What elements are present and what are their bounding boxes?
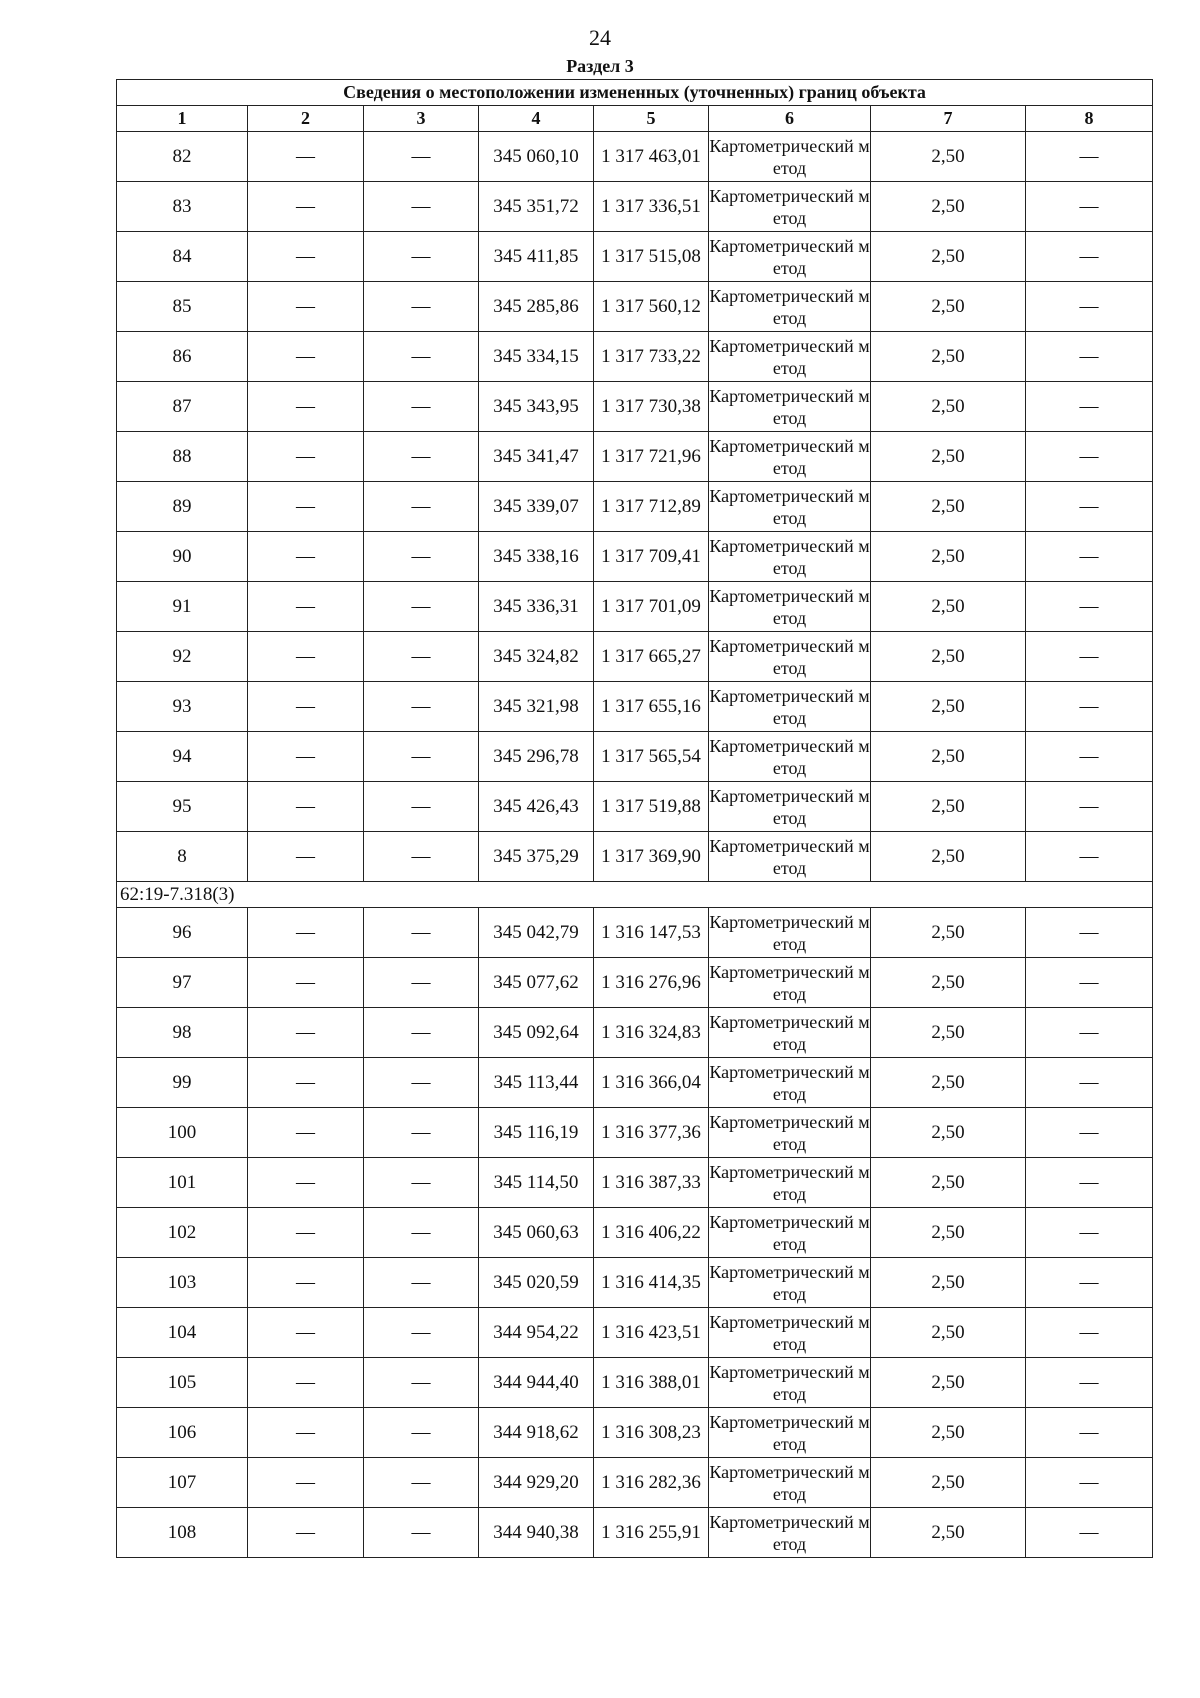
empty-dash: — <box>364 1108 479 1158</box>
empty-dash: — <box>1026 958 1153 1008</box>
empty-dash: — <box>1026 232 1153 282</box>
empty-dash: — <box>364 1508 479 1558</box>
coordinate-x: 345 351,72 <box>479 182 594 232</box>
table-row <box>117 1358 1153 1408</box>
coordinate-y: 1 316 147,53 <box>594 908 709 958</box>
column-number: 2 <box>248 106 364 132</box>
determination-method: Картометрический метод <box>709 1108 871 1158</box>
coordinate-x: 345 426,43 <box>479 782 594 832</box>
empty-dash: — <box>248 908 364 958</box>
coordinate-x: 345 060,63 <box>479 1208 594 1258</box>
determination-method: Картометрический метод <box>709 282 871 332</box>
coordinate-x: 345 338,16 <box>479 532 594 582</box>
determination-method: Картометрический метод <box>709 832 871 882</box>
empty-dash: — <box>1026 1158 1153 1208</box>
coordinate-x: 345 113,44 <box>479 1058 594 1108</box>
empty-dash: — <box>248 182 364 232</box>
empty-dash: — <box>364 1008 479 1058</box>
point-number: 85 <box>117 282 248 332</box>
empty-dash: — <box>364 732 479 782</box>
point-number: 108 <box>117 1508 248 1558</box>
boundary-coordinates-table <box>116 79 1153 1558</box>
empty-dash: — <box>248 532 364 582</box>
accuracy-value: 2,50 <box>871 782 1026 832</box>
empty-dash: — <box>1026 282 1153 332</box>
table-row <box>117 1258 1153 1308</box>
table-row <box>117 1058 1153 1108</box>
empty-dash: — <box>248 282 364 332</box>
accuracy-value: 2,50 <box>871 1108 1026 1158</box>
accuracy-value: 2,50 <box>871 682 1026 732</box>
point-number: 94 <box>117 732 248 782</box>
point-number: 96 <box>117 908 248 958</box>
coordinate-x: 345 092,64 <box>479 1008 594 1058</box>
empty-dash: — <box>364 1408 479 1458</box>
table-row <box>117 432 1153 482</box>
table-row <box>117 832 1153 882</box>
empty-dash: — <box>248 1308 364 1358</box>
accuracy-value: 2,50 <box>871 182 1026 232</box>
point-number: 97 <box>117 958 248 1008</box>
empty-dash: — <box>1026 1408 1153 1458</box>
coordinate-x: 345 411,85 <box>479 232 594 282</box>
determination-method: Картометрический метод <box>709 132 871 182</box>
determination-method: Картометрический метод <box>709 682 871 732</box>
coordinate-y: 1 316 423,51 <box>594 1308 709 1358</box>
table-row <box>117 732 1153 782</box>
column-number: 6 <box>709 106 871 132</box>
table-row <box>117 332 1153 382</box>
table-row <box>117 1308 1153 1358</box>
empty-dash: — <box>364 1158 479 1208</box>
coordinate-x: 344 929,20 <box>479 1458 594 1508</box>
table-row <box>117 1008 1153 1058</box>
coordinate-y: 1 317 733,22 <box>594 332 709 382</box>
accuracy-value: 2,50 <box>871 482 1026 532</box>
table-row <box>117 632 1153 682</box>
empty-dash: — <box>248 232 364 282</box>
point-number: 104 <box>117 1308 248 1358</box>
empty-dash: — <box>1026 432 1153 482</box>
empty-dash: — <box>248 332 364 382</box>
accuracy-value: 2,50 <box>871 832 1026 882</box>
coordinate-x: 345 375,29 <box>479 832 594 882</box>
column-number: 4 <box>479 106 594 132</box>
empty-dash: — <box>1026 1308 1153 1358</box>
table-row <box>117 1208 1153 1258</box>
determination-method: Картометрический метод <box>709 1208 871 1258</box>
empty-dash: — <box>364 232 479 282</box>
accuracy-value: 2,50 <box>871 532 1026 582</box>
coordinate-x: 344 954,22 <box>479 1308 594 1358</box>
coordinate-y: 1 317 336,51 <box>594 182 709 232</box>
empty-dash: — <box>1026 682 1153 732</box>
table-row <box>117 958 1153 1008</box>
empty-dash: — <box>1026 1058 1153 1108</box>
accuracy-value: 2,50 <box>871 382 1026 432</box>
table-row <box>117 1508 1153 1558</box>
empty-dash: — <box>1026 908 1153 958</box>
empty-dash: — <box>364 1258 479 1308</box>
determination-method: Картометрический метод <box>709 732 871 782</box>
coordinate-y: 1 316 324,83 <box>594 1008 709 1058</box>
table-caption: Сведения о местоположении измененных (уточненных) границ объекта <box>117 80 1153 106</box>
empty-dash: — <box>364 782 479 832</box>
empty-dash: — <box>248 1058 364 1108</box>
determination-method: Картометрический метод <box>709 908 871 958</box>
point-number: 88 <box>117 432 248 482</box>
section-title: Раздел 3 <box>566 56 634 76</box>
point-number: 89 <box>117 482 248 532</box>
determination-method: Картометрический метод <box>709 582 871 632</box>
table-row <box>117 232 1153 282</box>
coordinate-y: 1 317 515,08 <box>594 232 709 282</box>
empty-dash: — <box>364 632 479 682</box>
point-number: 91 <box>117 582 248 632</box>
point-number: 83 <box>117 182 248 232</box>
column-number: 7 <box>871 106 1026 132</box>
empty-dash: — <box>1026 732 1153 782</box>
empty-dash: — <box>364 682 479 732</box>
coordinate-x: 345 341,47 <box>479 432 594 482</box>
empty-dash: — <box>1026 1358 1153 1408</box>
coordinate-y: 1 316 366,04 <box>594 1058 709 1108</box>
coordinate-x: 345 321,98 <box>479 682 594 732</box>
coordinate-x: 345 324,82 <box>479 632 594 682</box>
accuracy-value: 2,50 <box>871 582 1026 632</box>
coordinate-x: 344 944,40 <box>479 1358 594 1408</box>
coordinate-y: 1 317 655,16 <box>594 682 709 732</box>
point-number: 90 <box>117 532 248 582</box>
column-number: 5 <box>594 106 709 132</box>
coordinate-y: 1 317 369,90 <box>594 832 709 882</box>
coordinate-x: 345 296,78 <box>479 732 594 782</box>
empty-dash: — <box>364 1358 479 1408</box>
coordinate-x: 345 343,95 <box>479 382 594 432</box>
accuracy-value: 2,50 <box>871 1408 1026 1458</box>
coordinate-y: 1 317 565,54 <box>594 732 709 782</box>
coordinate-x: 344 918,62 <box>479 1408 594 1458</box>
determination-method: Картометрический метод <box>709 1058 871 1108</box>
empty-dash: — <box>364 1458 479 1508</box>
accuracy-value: 2,50 <box>871 1008 1026 1058</box>
determination-method: Картометрический метод <box>709 1358 871 1408</box>
point-number: 86 <box>117 332 248 382</box>
empty-dash: — <box>1026 1208 1153 1258</box>
empty-dash: — <box>248 1008 364 1058</box>
determination-method: Картометрический метод <box>709 958 871 1008</box>
coordinate-y: 1 317 701,09 <box>594 582 709 632</box>
empty-dash: — <box>248 1458 364 1508</box>
empty-dash: — <box>1026 632 1153 682</box>
empty-dash: — <box>364 1308 479 1358</box>
table-row <box>117 782 1153 832</box>
table-row <box>117 1158 1153 1208</box>
table-row <box>117 532 1153 582</box>
determination-method: Картометрический метод <box>709 1008 871 1058</box>
coordinate-x: 345 285,86 <box>479 282 594 332</box>
empty-dash: — <box>1026 782 1153 832</box>
empty-dash: — <box>248 958 364 1008</box>
coordinate-y: 1 317 730,38 <box>594 382 709 432</box>
determination-method: Картометрический метод <box>709 482 871 532</box>
column-number: 1 <box>117 106 248 132</box>
empty-dash: — <box>364 282 479 332</box>
empty-dash: — <box>364 832 479 882</box>
determination-method: Картометрический метод <box>709 1508 871 1558</box>
coordinate-y: 1 316 255,91 <box>594 1508 709 1558</box>
coordinate-y: 1 317 721,96 <box>594 432 709 482</box>
accuracy-value: 2,50 <box>871 1058 1026 1108</box>
accuracy-value: 2,50 <box>871 282 1026 332</box>
empty-dash: — <box>364 532 479 582</box>
accuracy-value: 2,50 <box>871 232 1026 282</box>
coordinate-y: 1 317 709,41 <box>594 532 709 582</box>
empty-dash: — <box>1026 382 1153 432</box>
empty-dash: — <box>1026 532 1153 582</box>
point-number: 106 <box>117 1408 248 1458</box>
accuracy-value: 2,50 <box>871 1308 1026 1358</box>
empty-dash: — <box>248 632 364 682</box>
empty-dash: — <box>364 908 479 958</box>
empty-dash: — <box>248 432 364 482</box>
table-row <box>117 132 1153 182</box>
column-number: 3 <box>364 106 479 132</box>
table-row <box>117 282 1153 332</box>
accuracy-value: 2,50 <box>871 1508 1026 1558</box>
cadastral-number-label: 62:19-7.318(3) <box>117 882 1153 908</box>
accuracy-value: 2,50 <box>871 432 1026 482</box>
determination-method: Картометрический метод <box>709 782 871 832</box>
coordinate-x: 344 940,38 <box>479 1508 594 1558</box>
point-number: 8 <box>117 832 248 882</box>
empty-dash: — <box>364 432 479 482</box>
empty-dash: — <box>1026 1508 1153 1558</box>
empty-dash: — <box>364 1208 479 1258</box>
empty-dash: — <box>1026 182 1153 232</box>
empty-dash: — <box>248 782 364 832</box>
group-header-row <box>117 882 1153 908</box>
point-number: 103 <box>117 1258 248 1308</box>
accuracy-value: 2,50 <box>871 1258 1026 1308</box>
empty-dash: — <box>248 382 364 432</box>
determination-method: Картометрический метод <box>709 382 871 432</box>
accuracy-value: 2,50 <box>871 332 1026 382</box>
empty-dash: — <box>1026 582 1153 632</box>
point-number: 98 <box>117 1008 248 1058</box>
coordinate-y: 1 317 665,27 <box>594 632 709 682</box>
point-number: 100 <box>117 1108 248 1158</box>
coordinate-y: 1 317 519,88 <box>594 782 709 832</box>
empty-dash: — <box>248 582 364 632</box>
table-row <box>117 908 1153 958</box>
empty-dash: — <box>1026 482 1153 532</box>
empty-dash: — <box>248 732 364 782</box>
accuracy-value: 2,50 <box>871 632 1026 682</box>
empty-dash: — <box>364 958 479 1008</box>
empty-dash: — <box>248 1158 364 1208</box>
empty-dash: — <box>248 682 364 732</box>
accuracy-value: 2,50 <box>871 958 1026 1008</box>
empty-dash: — <box>248 1358 364 1408</box>
empty-dash: — <box>1026 832 1153 882</box>
point-number: 102 <box>117 1208 248 1258</box>
determination-method: Картометрический метод <box>709 182 871 232</box>
determination-method: Картометрический метод <box>709 1408 871 1458</box>
determination-method: Картометрический метод <box>709 1308 871 1358</box>
point-number: 82 <box>117 132 248 182</box>
determination-method: Картометрический метод <box>709 432 871 482</box>
coordinate-x: 345 336,31 <box>479 582 594 632</box>
empty-dash: — <box>248 1508 364 1558</box>
determination-method: Картометрический метод <box>709 332 871 382</box>
determination-method: Картометрический метод <box>709 1258 871 1308</box>
coordinate-y: 1 316 414,35 <box>594 1258 709 1308</box>
point-number: 101 <box>117 1158 248 1208</box>
empty-dash: — <box>1026 1258 1153 1308</box>
accuracy-value: 2,50 <box>871 1158 1026 1208</box>
point-number: 84 <box>117 232 248 282</box>
empty-dash: — <box>248 1208 364 1258</box>
table-row <box>117 582 1153 632</box>
empty-dash: — <box>1026 132 1153 182</box>
empty-dash: — <box>248 1258 364 1308</box>
table-row <box>117 182 1153 232</box>
empty-dash: — <box>364 582 479 632</box>
point-number: 107 <box>117 1458 248 1508</box>
empty-dash: — <box>1026 1458 1153 1508</box>
coordinate-y: 1 317 712,89 <box>594 482 709 532</box>
coordinate-x: 345 077,62 <box>479 958 594 1008</box>
table-row <box>117 1108 1153 1158</box>
table-row <box>117 682 1153 732</box>
coordinate-y: 1 316 388,01 <box>594 1358 709 1408</box>
accuracy-value: 2,50 <box>871 732 1026 782</box>
table-row <box>117 382 1153 432</box>
coordinate-x: 345 060,10 <box>479 132 594 182</box>
page-number: 24 <box>589 25 611 50</box>
coordinate-y: 1 316 282,36 <box>594 1458 709 1508</box>
coordinate-y: 1 317 560,12 <box>594 282 709 332</box>
point-number: 93 <box>117 682 248 732</box>
table-row <box>117 1458 1153 1508</box>
empty-dash: — <box>364 1058 479 1108</box>
point-number: 99 <box>117 1058 248 1108</box>
determination-method: Картометрический метод <box>709 1458 871 1508</box>
determination-method: Картометрический метод <box>709 232 871 282</box>
column-number-row <box>117 106 1153 132</box>
determination-method: Картометрический метод <box>709 1158 871 1208</box>
accuracy-value: 2,50 <box>871 132 1026 182</box>
empty-dash: — <box>248 832 364 882</box>
table-row <box>117 482 1153 532</box>
accuracy-value: 2,50 <box>871 1208 1026 1258</box>
accuracy-value: 2,50 <box>871 1358 1026 1408</box>
point-number: 87 <box>117 382 248 432</box>
empty-dash: — <box>248 132 364 182</box>
coordinate-y: 1 316 308,23 <box>594 1408 709 1458</box>
coordinate-x: 345 020,59 <box>479 1258 594 1308</box>
empty-dash: — <box>1026 1008 1153 1058</box>
empty-dash: — <box>364 382 479 432</box>
point-number: 92 <box>117 632 248 682</box>
coordinate-y: 1 316 276,96 <box>594 958 709 1008</box>
empty-dash: — <box>248 482 364 532</box>
coordinate-y: 1 316 377,36 <box>594 1108 709 1158</box>
table-caption-row <box>117 80 1153 106</box>
point-number: 105 <box>117 1358 248 1408</box>
empty-dash: — <box>364 132 479 182</box>
empty-dash: — <box>364 482 479 532</box>
empty-dash: — <box>364 182 479 232</box>
accuracy-value: 2,50 <box>871 1458 1026 1508</box>
empty-dash: — <box>248 1408 364 1458</box>
coordinate-y: 1 317 463,01 <box>594 132 709 182</box>
coordinate-x: 345 042,79 <box>479 908 594 958</box>
coordinate-y: 1 316 406,22 <box>594 1208 709 1258</box>
determination-method: Картометрический метод <box>709 632 871 682</box>
column-number: 8 <box>1026 106 1153 132</box>
empty-dash: — <box>364 332 479 382</box>
coordinate-x: 345 116,19 <box>479 1108 594 1158</box>
empty-dash: — <box>248 1108 364 1158</box>
table-row <box>117 1408 1153 1458</box>
empty-dash: — <box>1026 1108 1153 1158</box>
accuracy-value: 2,50 <box>871 908 1026 958</box>
point-number: 95 <box>117 782 248 832</box>
coordinate-x: 345 339,07 <box>479 482 594 532</box>
coordinate-x: 345 114,50 <box>479 1158 594 1208</box>
coordinate-y: 1 316 387,33 <box>594 1158 709 1208</box>
empty-dash: — <box>1026 332 1153 382</box>
coordinate-x: 345 334,15 <box>479 332 594 382</box>
determination-method: Картометрический метод <box>709 532 871 582</box>
